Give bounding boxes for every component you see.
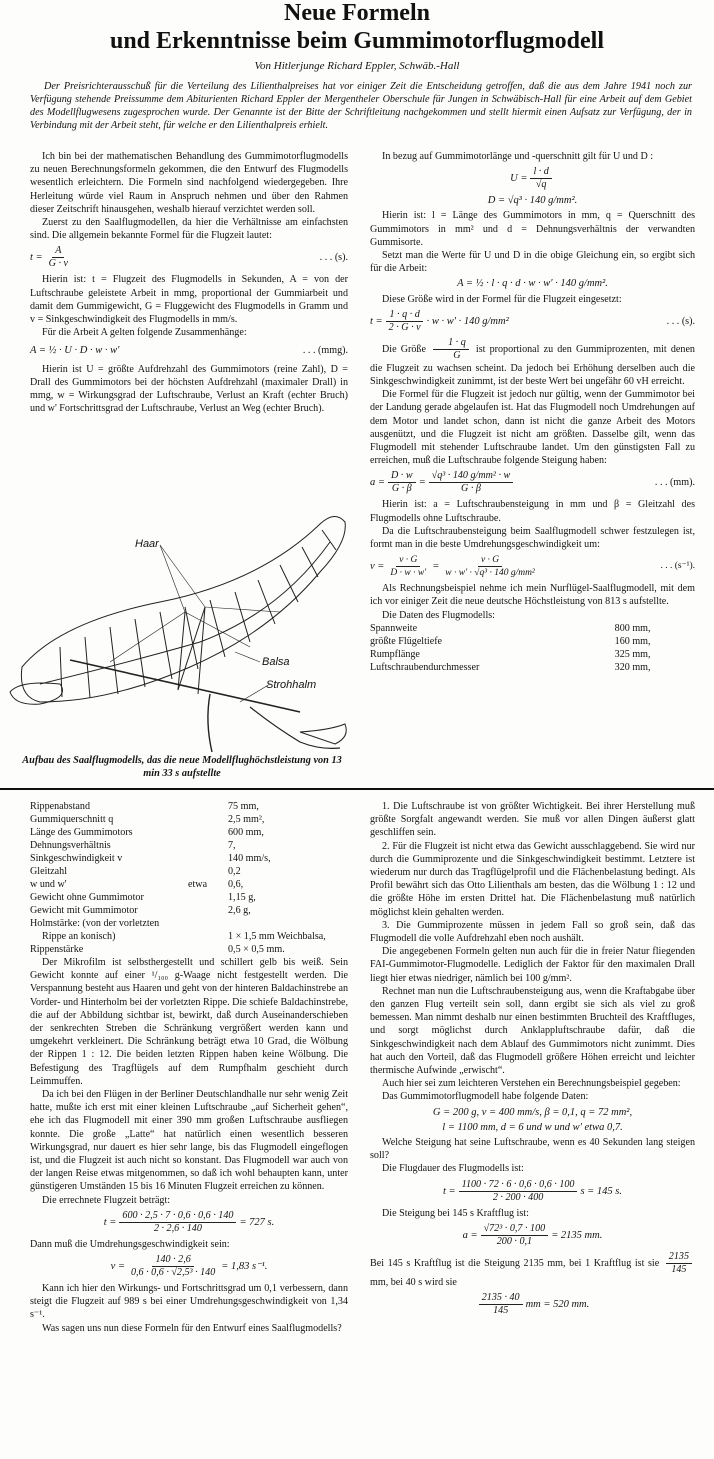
- fraction: [481, 1223, 549, 1248]
- paragraph: Die Flugdauer des Flugmodells ist:: [382, 1163, 524, 1175]
- paragraph: Was sagen uns nun diese Formeln für den Entwurf eines Saalflugmodells?: [42, 1322, 342, 1334]
- numerator: 140 · 2,6: [152, 1254, 193, 1267]
- eq-lhs: v =: [370, 561, 385, 573]
- eq-tag: . . . (mm).: [654, 477, 695, 489]
- eq-lhs: t =: [30, 252, 43, 264]
- spec-row: [30, 878, 348, 891]
- label-strohhalm: Strohhalm: [266, 679, 317, 691]
- paragraph: Als Rechnungsbeispiel nehme ich mein Nurflügel-Saalflugmodell, mit dem ich vor einiger Zeit die neue deutsche Höchstleistung von 813 s aufstellte.: [370, 583, 695, 608]
- denominator: w · w' · √q³ · 140 g/mm²: [445, 568, 535, 579]
- eq-lhs: t =: [370, 315, 383, 327]
- denominator: G · β: [391, 483, 412, 495]
- numerator: v · G: [396, 554, 420, 567]
- numerator: 600 · 2,5 · 7 · 0,6 · 0,6 · 140: [119, 1210, 236, 1223]
- eq-lhs: a =: [370, 477, 385, 489]
- numerator: D · w: [388, 470, 416, 483]
- denominator: G · v: [48, 258, 68, 270]
- denominator: 200 · 0,1: [496, 1235, 533, 1247]
- paragraph: Diese Größe wird in der Formel für die Flugzeit eingesetzt:: [382, 293, 622, 305]
- spec-row: [30, 813, 348, 826]
- paragraph: Setzt man die Werte für U und D in die obige Gleichung ein, so ergibt sich für die Arbeit:: [370, 250, 695, 275]
- eq-lhs: v =: [110, 1260, 125, 1272]
- equation-example-vu: [30, 1254, 348, 1279]
- paragraph: In bezug auf Gummimotorlänge und -querschnitt gilt für U und D :: [382, 151, 654, 162]
- paragraph: Hierin ist U = größte Aufdrehzahl des Gummimotors (reine Zahl), D = Drall des Gummimotors bei der höchsten Aufdrehzahl (maximaler Drall) in mmg, w = Wirkungsgrad der Luftschraube, Verlust an Kraft (echter Bruch) und w' Fortschrittsgrad der Luftschraube, Verlust an Weg (echter Bruch).: [30, 363, 348, 415]
- fraction: [119, 1210, 236, 1235]
- spec-row: [30, 930, 348, 943]
- paragraph: Für die Arbeit A gelten folgende Zusammenhänge:: [42, 327, 247, 339]
- eq-lhs: U =: [510, 173, 528, 185]
- numerator: √q³ · 140 g/mm² · w: [429, 470, 514, 483]
- spec-value: 140 mm/s,: [228, 853, 271, 864]
- text: Bei 145 s Kraftflug ist die Steigung 2135 mm, bei 1 Kraftflug ist sie: [370, 1257, 660, 1269]
- denominator: 2 · G · v: [388, 321, 421, 333]
- eq-tag: . . . (mmg).: [302, 345, 348, 357]
- data-row: [370, 622, 695, 635]
- data-value: 325 mm,: [614, 648, 651, 660]
- equation-flugdauer: [370, 1179, 695, 1204]
- fraction: [387, 554, 429, 579]
- denominator: 2 · 200 · 400: [492, 1191, 544, 1203]
- equation-vu: v = $\frac{v \cdot G}{D \cdot w \cdot w'}$ = $\frac{v \cdot G}{\text{w · w' · √q³ · 140 g/mm²}}$ . . . (s⁻¹).: [370, 555, 695, 579]
- paragraph: Die Formel für die Flugzeit ist jedoch nur gültig, wenn der Gummimotor bei der Landung gerade abgelaufen ist. Hat das Flugmodell noch Umdrehungen auf dem Motor und landet schon, dann ist nicht die ganze Arbeit des Motors ausgenützt, und die Flugzeit ist nicht am größten. Dasselbe gilt, wenn das Flugmodell mit stehender Luftschraube landet. Um den günstigsten Fall zu erreichen, muß die Luftschraube folgende Steigung haben:: [370, 389, 695, 467]
- fraction: [46, 245, 71, 270]
- title-line-1: Neue Formeln: [284, 0, 430, 26]
- eq-result: = 1,83 s⁻¹.: [221, 1260, 268, 1272]
- paragraph: Da ich bei den Flügen in der Berliner Deutschlandhalle nur sehr wenig Zeit hatte, mußte ich erst mit einer kleinen Luftschraube „auf Sicherheit gehen“, ehe ich das Flugmodell mit einer 390 mm großen Luftschraube ausfliegen konnte. Die große „Latte“ hat natürlich einen wesentlich besseren Wirkungsgrad, nur dauert es hier sehr lange, bis das Flugmodell eingeflogen ist, und die Flugzeit ist auch nicht so konstant. Das Flugmodell war auch von der langen Reise etwas mitgenommen, so daß ich wohl behaupten kann, unter günstigeren Umständen 15 bis 16 Minuten Flugzeit erreichen zu können.: [30, 1089, 348, 1193]
- right-column: [370, 150, 695, 674]
- equation-flugzeit: [30, 245, 348, 270]
- numerator: l · d: [530, 166, 551, 179]
- spec-value: 1,15 g,: [228, 892, 256, 903]
- paragraph: Welche Steigung hat seine Luftschraube, wenn es 40 Sekunden lang steigen soll?: [370, 1137, 695, 1162]
- data-label: Luftschraubendurchmesser: [370, 661, 480, 673]
- left-column: [30, 150, 348, 415]
- eq-tag: . . . (s).: [666, 315, 695, 327]
- equation-flugzeit-2: [370, 309, 695, 334]
- paragraph: 2. Für die Flugzeit ist nicht etwa das Gewicht ausschlaggebend. Sie wird nur durch die Gummiprozente und die Sinkgeschwindigkeit bestimmt. Letztere ist wiederum nur durch das Tragflügelprofil und die Flächenbelastung bedingt. Als Profil bewährt sich das Otto Lilienthals am besten, das die Wölbung 1 : 12 und die größte Höhe im ersten Drittel hat. Die Flächenbelastung muß natürlich möglichst klein gehalten werden.: [370, 840, 695, 918]
- numerator: 1 · q: [433, 337, 469, 350]
- figure-caption: Aufbau des Saalflugmodells, das die neue Modellflughöchstleistung von 13 min 33 s aufstellte: [22, 755, 342, 779]
- tail-boom: [250, 707, 340, 748]
- eq-result: mm = 520 mm.: [525, 1298, 590, 1310]
- eq-tag: . . . (s).: [319, 252, 348, 264]
- numerator: 1 · q · d: [386, 309, 422, 322]
- spec-label: Gleitzahl: [30, 866, 67, 877]
- paragraph: Die angegebenen Formeln gelten nun auch für die in freier Natur fliegenden FAI-Gummimotor-Flugmodelle. Lediglich der Faktor für den maximalen Drall liegt hier etwas niedriger, nämlich bei 100 g/mm².: [370, 946, 695, 984]
- spec-row: [30, 826, 348, 839]
- denominator: G · β: [461, 483, 481, 495]
- fraction: [429, 470, 514, 495]
- eq-result: s = 145 s.: [580, 1185, 622, 1197]
- denominator: 2 · 2,6 · 140: [153, 1222, 202, 1234]
- equation-d: D = √q³ · 140 g/mm².: [487, 195, 578, 207]
- spec-label: Gewicht mit Gummimotor: [30, 905, 138, 916]
- equation-example-t: [30, 1210, 348, 1235]
- denominator: √q: [535, 179, 547, 191]
- spec-value: 7,: [228, 840, 236, 851]
- fraction: [388, 470, 416, 495]
- fraction: [666, 1251, 692, 1276]
- tail-fin: [300, 724, 346, 744]
- equation-arbeit-2: A = ½ · l · q · d · w · w' · 140 g/mm².: [457, 278, 608, 290]
- paragraph: [370, 337, 695, 388]
- model-data-table: [370, 622, 695, 674]
- spec-value: 0,2: [228, 866, 241, 877]
- fraction: [530, 166, 551, 191]
- spec-mid: [188, 826, 228, 839]
- spec-mid: etwa: [188, 879, 208, 890]
- spec-value: 0,5 × 0,5 mm.: [228, 944, 285, 955]
- spec-mid: [188, 904, 228, 917]
- paragraph: [370, 1251, 695, 1289]
- spec-mid: [188, 891, 228, 904]
- paragraph: Rechnet man nun die Luftschraubensteigung aus, wenn die Kraftabgabe über den ganzen Flug verteilt sein soll, dann ergibt sie sich als viel zu groß bemessen. Man nimmt deshalb nur einen bestimmten Bruchteil des Kraftfluges, und sorgt möglichst durch Anklappluftschraube dafür, daß die Sinkgeschwindigkeit nach dem Ablauf des Gummimotors nicht zunimmt. Dies hat auch den Vorteil, daß das Flugmodell größere Höhen erreicht und leichter thermische Aufwinde „erwischt“.: [370, 985, 695, 1077]
- equation-final: [370, 1292, 695, 1317]
- paragraph: Der Mikrofilm ist selbsthergestellt und schillert gelb bis weiß. Sein Gewicht konnte auf einer ¹/₁₀₀ g-Waage nicht festgestellt werden. Die Verspannung besteht aus Haaren und geht von der hinteren Baldachinstrebe an Vorder- und Hinterholm bei der vorletzten Rippe. Die schiefe Baldachinstrebe, die auf der Abbildung sichtbar ist, bewirkt, daß durch Auseinanderschieben der senkrechten Streben die Schränkung vergrößert werden kann und umgekehrt verkleinert. Die Schränkung beträgt etwa 10 Grad, die Wölbung der Rippen 1 : 12. Die beiden letzten Rippen haben keine Wölbung. Die Befestigung des Tragflügels auf dem Rumpfhalm geschieht durch Leimmuffen.: [30, 957, 348, 1087]
- data-row: [370, 661, 695, 674]
- aircraft-drawing: [0, 462, 355, 754]
- denominator: G: [453, 349, 461, 361]
- label-haar: Haar: [135, 538, 159, 550]
- paragraph: Hierin ist: l = Länge des Gummimotors in mm, q = Querschnitt des Gummimotors in mm² und d = Dehnungsverhältnis der verwandten Gummisorte.: [370, 210, 695, 248]
- eq-result: = 727 s.: [239, 1216, 275, 1228]
- example-data-2: l = 1100 mm, d = 6 und w und w' etwa 0,7.: [442, 1121, 623, 1133]
- numerator: √72³ · 0,7 · 100: [481, 1223, 549, 1236]
- paragraph: Das Gummimotorflugmodell habe folgende Daten:: [382, 1091, 589, 1103]
- bottom-left-column: [30, 800, 348, 1335]
- numerator: v · G: [478, 554, 502, 567]
- eq-lhs: a =: [462, 1229, 478, 1241]
- spec-table: [30, 800, 348, 956]
- eq-body: A = ½ · U · D · w · w': [30, 345, 120, 357]
- spec-value: 2,5 mm²,: [228, 814, 265, 825]
- paragraph: Hierin ist: t = Flugzeit des Flugmodells in Sekunden, A = von der Luftschraube geleistete Arbeit in mmg, proportional der Gummiarbeit und damit dem Gummigewicht, G = Fluggewicht des Flugmodells in Gramm und v = Sinkgeschwindigkeit des Flugmodells in mm/s.: [30, 274, 348, 326]
- spec-label: Länge des Gummimotors: [30, 827, 133, 838]
- spec-value: 75 mm,: [228, 801, 259, 812]
- paragraph: Ich bin bei der mathematischen Behandlung des Gummimotorflugmodells zu neuen Berechnungsformeln gekommen, die den Entwurf des Flugmodells wesentlich erleichtern. Die Formeln sind nachfolgend wiedergegeben. Ihre Herleitung würde viel Raum in Anspruch nehmen und über den Rahmen dieser Zeitschrift hinausgehen, weshalb hierauf verzichtet werden soll.: [30, 151, 348, 215]
- spec-mid: [188, 852, 228, 865]
- paragraph: Die Daten des Flugmodells:: [382, 609, 495, 621]
- spec-label: Rippenstärke: [30, 944, 84, 955]
- fraction: [128, 1254, 218, 1279]
- spec-mid: [188, 813, 228, 826]
- data-value: 800 mm,: [614, 622, 651, 634]
- data-row: [370, 648, 695, 661]
- numerator: 1100 · 72 · 6 · 0,6 · 0,6 · 100: [459, 1179, 578, 1192]
- equation-u: [370, 166, 695, 191]
- spec-label: Gummiquerschnitt q: [30, 814, 114, 825]
- eq-lhs: t =: [443, 1185, 456, 1197]
- spec-value: 1 × 1,5 mm Weichbalsa,: [228, 931, 326, 942]
- numerator: A: [52, 245, 64, 258]
- data-label: Rumpflänge: [370, 648, 420, 660]
- paragraph: Die errechnete Flugzeit beträgt:: [42, 1194, 171, 1206]
- paragraph: Hierin ist: a = Luftschraubensteigung in mm und β = Gleitzahl des Flugmodells ohne Luftschraube.: [370, 499, 695, 524]
- fraction: [433, 337, 469, 362]
- fraction: [479, 1292, 523, 1317]
- spec-label: w und w': [30, 879, 67, 890]
- spec-value: 0,6,: [228, 879, 244, 890]
- data-row: [370, 635, 695, 648]
- numerator: 2135 · 40: [479, 1292, 523, 1305]
- fraction: [442, 554, 537, 579]
- spec-row: [30, 839, 348, 852]
- equation-steigung-example: [370, 1223, 695, 1248]
- spec-row: [30, 904, 348, 917]
- fraction: [459, 1179, 578, 1204]
- text: Die Größe: [382, 343, 426, 355]
- eq-result: = 2135 mm.: [551, 1229, 603, 1241]
- section-divider: [0, 788, 714, 790]
- spec-row: [30, 865, 348, 878]
- paragraph: Auch hier sei zum leichteren Verstehen ein Berechnungsbeispiel gegeben:: [382, 1078, 681, 1090]
- fraction: [386, 309, 424, 334]
- denominator: 145: [493, 1305, 509, 1317]
- spec-label: Rippenabstand: [30, 801, 90, 812]
- spec-label: Rippe an konisch): [42, 931, 116, 942]
- title-line-2: und Erkenntnisse beim Gummimotorflugmodell: [109, 28, 605, 54]
- data-value: 320 mm,: [614, 661, 651, 673]
- spec-row: [30, 943, 348, 956]
- spec-row: [30, 800, 348, 813]
- paragraph: 3. Die Gummiprozente müssen in jedem Fall so groß sein, daß das Flugmodell die volle Aufdrehzahl eben noch aushält.: [370, 919, 695, 945]
- paragraph: Zuerst zu den Saalflugmodellen, da hier die Verhältnisse am einfachsten sind. Die allgemein bekannte Formel für die Flugzeit lautet:: [30, 217, 348, 242]
- spec-mid: [188, 839, 228, 852]
- eq-tag: . . . (s⁻¹).: [660, 561, 695, 572]
- eq-lhs: t =: [103, 1216, 117, 1228]
- denominator: D · w · w': [390, 568, 427, 579]
- data-label: größte Flügeltiefe: [370, 635, 443, 647]
- spec-row: [30, 891, 348, 904]
- data-value: 160 mm,: [614, 635, 651, 647]
- spec-value: 600 mm,: [228, 827, 264, 838]
- byline: Von Hitlerjunge Richard Eppler, Schwäb.-Hall: [254, 60, 460, 72]
- spec-mid: [188, 865, 228, 878]
- paragraph: Da die Luftschraubensteigung beim Saalflugmodell schwer festzulegen ist, formt man in die beste Umdrehungsgeschwindigkeit um:: [370, 525, 695, 551]
- data-label: Spannweite: [370, 622, 418, 634]
- spec-label: Holmstärke: (von der vorletzten: [30, 918, 160, 929]
- text: ist proportional zu den Gummiprozenten, mit denen die Flugzeit zu wachsen scheint. Da jedoch bei Erhöhung derselben auch die Sinkgeschwindigkeit zunimmt, ist der beste Wert bei ungefähr 60 vH erreicht.: [370, 343, 695, 388]
- equation-steigung: a = $\frac{D \cdot w}{G \cdot \beta}$ = $\frac{\text{√q³ · 140 g/mm² · w}}{G \cdot \beta}$ . . . (mm).: [370, 470, 695, 495]
- eq-rest: · w · w' · 140 g/mm²: [426, 315, 509, 327]
- numerator: 2135: [666, 1251, 692, 1264]
- paragraph: Kann ich hier den Wirkungs- und Fortschrittsgrad um 0,1 verbessern, dann steigt die Flugzeit auf 989 s bei einer Umdrehungsgeschwindigkeit von 1,34 s⁻¹.: [30, 1283, 348, 1321]
- spec-label: Sinkgeschwindigkeit v: [30, 853, 123, 864]
- spec-row: [30, 852, 348, 865]
- spec-label: Gewicht ohne Gummimotor: [30, 892, 144, 903]
- denominator: 145: [671, 1263, 687, 1275]
- spec-mid: [188, 800, 228, 813]
- paragraph: 1. Die Luftschraube ist von größter Wichtigkeit. Bei ihrer Herstellung muß größte Sorgfalt angewandt werden. Sie muß vor allen Dingen äußerst glatt geschliffen sein.: [370, 801, 695, 839]
- paragraph: Dann muß die Umdrehungsgeschwindigkeit sein:: [30, 1238, 230, 1250]
- spec-label: Dehnungsverhältnis: [30, 840, 111, 851]
- paragraph: Die Steigung bei 145 s Kraftflug ist:: [382, 1207, 529, 1219]
- spec-value: 2,6 g,: [228, 905, 251, 916]
- spec-row: [30, 917, 348, 930]
- label-balsa: Balsa: [262, 656, 290, 668]
- denominator: 0,6 · 0,6 · √2,5³ · 140: [130, 1267, 216, 1279]
- text: mm, bei 40 s wird sie: [370, 1276, 457, 1288]
- bottom-right-column: [370, 800, 695, 1320]
- editorial-intro: Der Preisrichterausschuß für die Verteilung des Lilienthalpreises hat vor einiger Zeit die Entscheidung getroffen, daß die aus dem Jahre 1941 noch zur Verfügung stehende Preissumme dem Abiturienten Richard Eppler der Mergentheler Oberschule für Jungen in Schwäbisch-Hall für eine Arbeit auf dem Gebiet des Modellflugwesens zugesprochen wurde. Der Genannte ist der Bitte der Schriftleitung nachgekommen und stellt hiermit einen Aufsatz zur Verfügung, der in Verbindung mit der Arbeit steht, für welche er den Lilienthalpreis erhielt.: [30, 81, 692, 131]
- example-data-1: G = 200 g, v = 400 mm/s, β = 0,1, q = 72 mm²,: [432, 1106, 633, 1118]
- equation-arbeit: [30, 342, 348, 359]
